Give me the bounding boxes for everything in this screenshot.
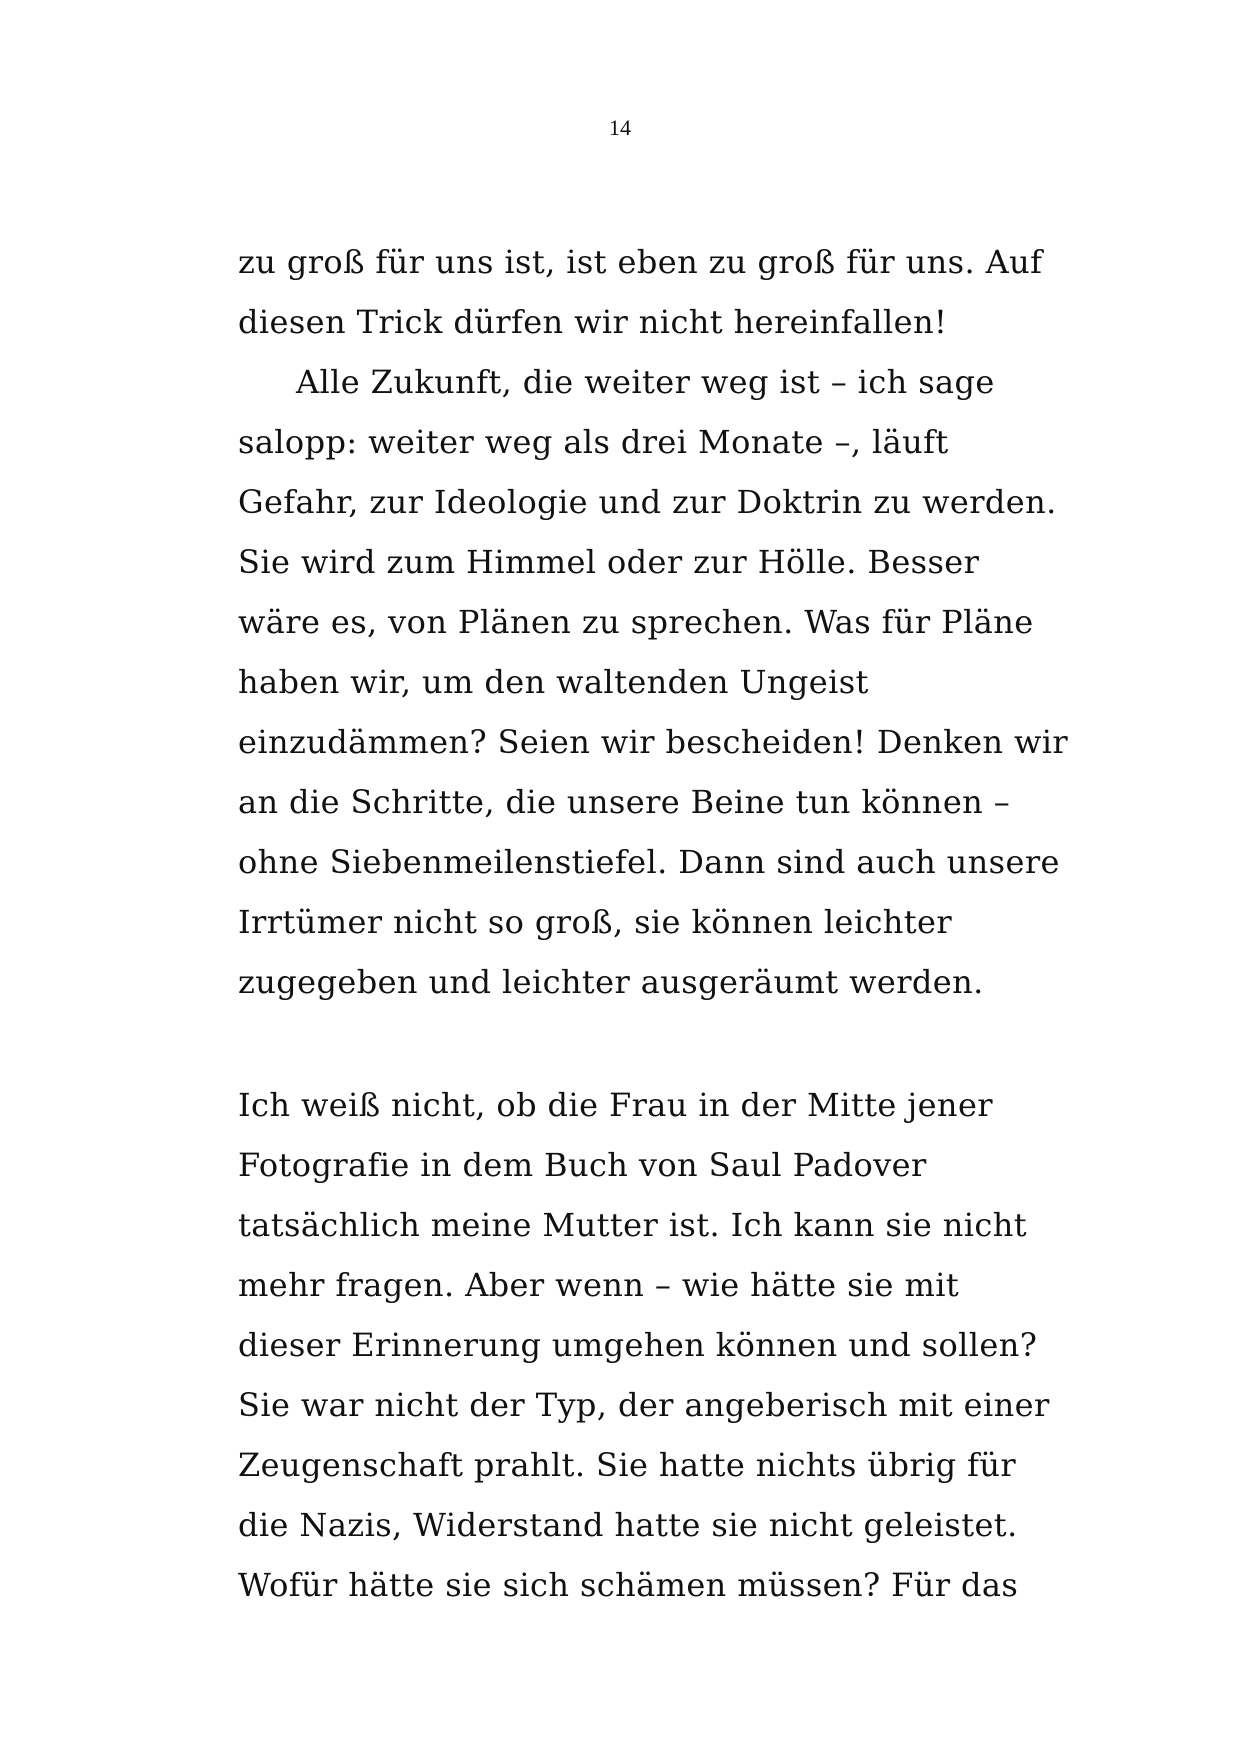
text-line: Zeugenschaft prahlt. Sie hatte nichts übrig für (238, 1446, 1017, 1484)
text-line: Fotografie in dem Buch von Saul Padover (238, 1146, 927, 1184)
text-line: dieser Erinnerung umgehen können und sollen? (238, 1326, 1038, 1364)
text-line: diesen Trick dürfen wir nicht hereinfallen! (238, 303, 948, 341)
text-line: mehr fragen. Aber wenn – wie hätte sie mit (238, 1266, 960, 1304)
text-line: Sie war nicht der Typ, der angeberisch mit einer (238, 1386, 1050, 1424)
text-line: Gefahr, zur Ideologie und zur Doktrin zu werden. (238, 483, 1057, 521)
text-line: Alle Zukunft, die weiter weg ist – ich sage (296, 363, 995, 401)
paragraph-future (238, 352, 1069, 1012)
page-number: 14 (609, 115, 631, 140)
text-line: salopp: weiter weg als drei Monate –, läuft (238, 423, 949, 461)
text-line: an die Schritte, die unsere Beine tun können – (238, 783, 1011, 821)
paragraph-continued (238, 232, 1043, 352)
text-line: die Nazis, Widerstand hatte sie nicht geleistet. (238, 1506, 1018, 1544)
text-line: tatsächlich meine Mutter ist. Ich kann sie nicht (238, 1206, 1027, 1244)
text-line: einzudämmen? Seien wir bescheiden! Denken wir (238, 723, 1069, 761)
text-line: Irrtümer nicht so groß, sie können leichter (238, 903, 953, 941)
text-block-lower (238, 1075, 1050, 1615)
text-line: zugegeben und leichter ausgeräumt werden. (238, 963, 984, 1001)
text-line: ohne Siebenmeilenstiefel. Dann sind auch unsere (238, 843, 1060, 881)
text-line: wäre es, von Plänen zu sprechen. Was für Pläne (238, 603, 1034, 641)
text-line: Ich weiß nicht, ob die Frau in der Mitte jener (238, 1086, 993, 1124)
text-line: zu groß für uns ist, ist eben zu groß für uns. Auf (238, 243, 1043, 281)
text-line: Sie wird zum Himmel oder zur Hölle. Besser (238, 543, 980, 581)
text-line: Wofür hätte sie sich schämen müssen? Für das (238, 1566, 1019, 1604)
text-block-upper (238, 232, 1069, 1012)
text-line: haben wir, um den waltenden Ungeist (238, 663, 869, 701)
paragraph-photograph (238, 1075, 1050, 1615)
